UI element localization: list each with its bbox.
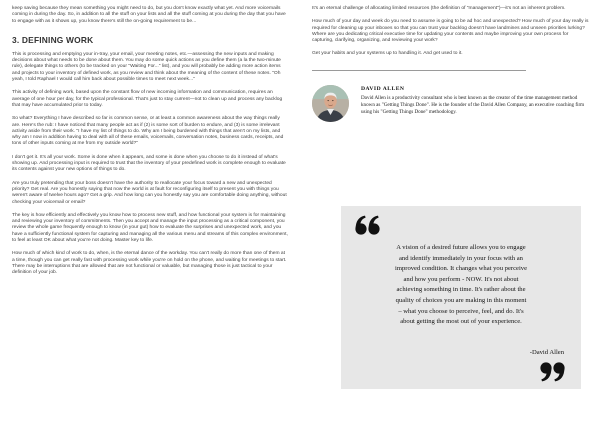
quote-line: about getting the most out of your experience.	[400, 318, 522, 326]
portrait-photo-icon	[312, 85, 349, 122]
quote-line: – what you choose to perceive, feel, and do. It's	[398, 307, 524, 315]
body-paragraph: This activity of defining work, based upon the constant flow of new incoming information and communication, requires an average of one hour per day, for the typical professional. That's just to stay current—not to clean up and process any backlog that may have accumulated prior to today.	[12, 90, 283, 108]
pull-quote	[341, 206, 581, 389]
quote-line: improved condition. It changes what you perceive	[394, 265, 528, 273]
quote-line: and identify immediately in your focus with an	[399, 254, 523, 262]
bio-text	[361, 85, 589, 116]
open-quote-icon	[355, 215, 381, 235]
body-paragraph: How much of which kind of work to do, when, is the eternal dance of the workday. You can't really do more than one of them at a time, though you can get really fast with processing work while you're on hold on the phone, and waiting for meetings to start. There may be interruptions that are allowed that are not functional or valuable, but managing those is just tactical to your definition of your job.	[12, 251, 287, 276]
quote-line: A vision of a desired future allows you to engage	[396, 244, 526, 251]
author-bio	[312, 85, 590, 135]
author-description: David Allen is a productivity consultant who is best known as the creator of the time management method known as "Getting Things Done". He is the founder of the David Allen Company, an executive coaching firm using his "Getting Things Done" methodology.	[361, 94, 585, 115]
quote-line: achieving something in time. It's rather about the	[396, 286, 526, 294]
body-paragraph: The key is how efficiently and effectively you know how to process new stuff, and how functional your system is for maintaining and reviewing your inventory of commitments. Then you accept and manage the input processing as a critical component, you review the whole game frequently enough to know (in your gut) how to evaluate the surprises and unexpected work, and you have a sufficiently functional system for capturing and managing all the various menu and streams of this complex environment, to feel at least OK about what you're not doing. Master key to life.	[12, 212, 288, 244]
body-paragraph: I don't get it. It's all your work. Some is done when it appears, and some is done when you choose to do it instead of what's showing up. And processing input is required to trust that the inventory of your predefined work is complete enough to evaluate its contents against your new options of things to do.	[12, 154, 286, 173]
left-column	[12, 6, 288, 284]
quote-attribution: -David Allen	[529, 349, 564, 356]
quote-line: and how you perform - NOW. It's not about	[403, 275, 519, 283]
body-paragraph: This is processing and emptying your in-tray, your email, your meeting notes, etc.—assessing the new inputs and making decisions about what needs to be done about them. You may do some quick actions as you define them (a la the two-minute rule), delegate things to others (to be tracked on your "Waiting For..." list), and you will probably be adding more action items and projects to your inventory of defined work, as you review and think about the meaning of the content of these notes. "Oh yeah, I told Raphael I would call him back about possible times to meet next week..."	[12, 51, 281, 83]
quote-line: quality of choices you are making in this moment	[395, 296, 527, 304]
body-paragraph: So what? Everything I have described so far is common sense, or at least a common awareness about the way things really are. Here's the rub: I have noticed that many people act as if (2) is some sort of burden to endure, and (3) is some irrelevant activity aside from their work. "I have my list of things to do. Why am I being burdened with things that aren't on my lists, and why am I now in addition having to deal with all of these emails, voicemails, conversation notes, business cards, receipts, and tons of other inputs coming at me from my outside world?"	[12, 116, 284, 147]
author-photo	[312, 85, 349, 122]
section-title: 3. DEFINING WORK	[12, 34, 94, 45]
quote-text	[341, 243, 581, 328]
body-paragraph: How much of your day and week do you need to assume is going to be ad hoc and unexpected? How much of your day really is required for cleaning up your inboxes so that you can trust your backlog doesn't have landmines and unseen priorities lurking? Where are you dedicating critical executive time for updating your contents and maybe improving your own process for capturing, clarifying, organizing, and reviewing your work?	[312, 19, 589, 44]
body-paragraph: It's an eternal challenge of allocating limited resources (the definition of "management")—it's not an inherent problem.	[312, 6, 566, 11]
section-divider	[312, 70, 526, 71]
close-quote-icon	[539, 362, 565, 382]
intro-paragraph: keep saving because they mean something you might need to do, but you don't know exactly what yet. And more voicemails coming in during the day. So, in addition to all the stuff on your lists and all the stuff coming at you during the day that you have to engage with as it shows up, you know there's still the on-going requirement to be...	[12, 6, 286, 24]
right-column	[312, 6, 590, 135]
body-paragraph: Are you truly pretending that your boss doesn't have the authority to reallocate your focus toward a new and unexpected priority? Get real. Are you honestly saying that now the world is at fault for reconfiguring itself to present you with things you weren't aware of twelve hours ago? Get a grip. And how long can you honestly say you are comfortable doing anything, without checking your voicemail or email?	[12, 180, 287, 205]
body-paragraph: Get your habits and your systems up to handling it. And get used to it.	[312, 51, 463, 57]
author-name: DAVID ALLEN	[361, 85, 405, 92]
